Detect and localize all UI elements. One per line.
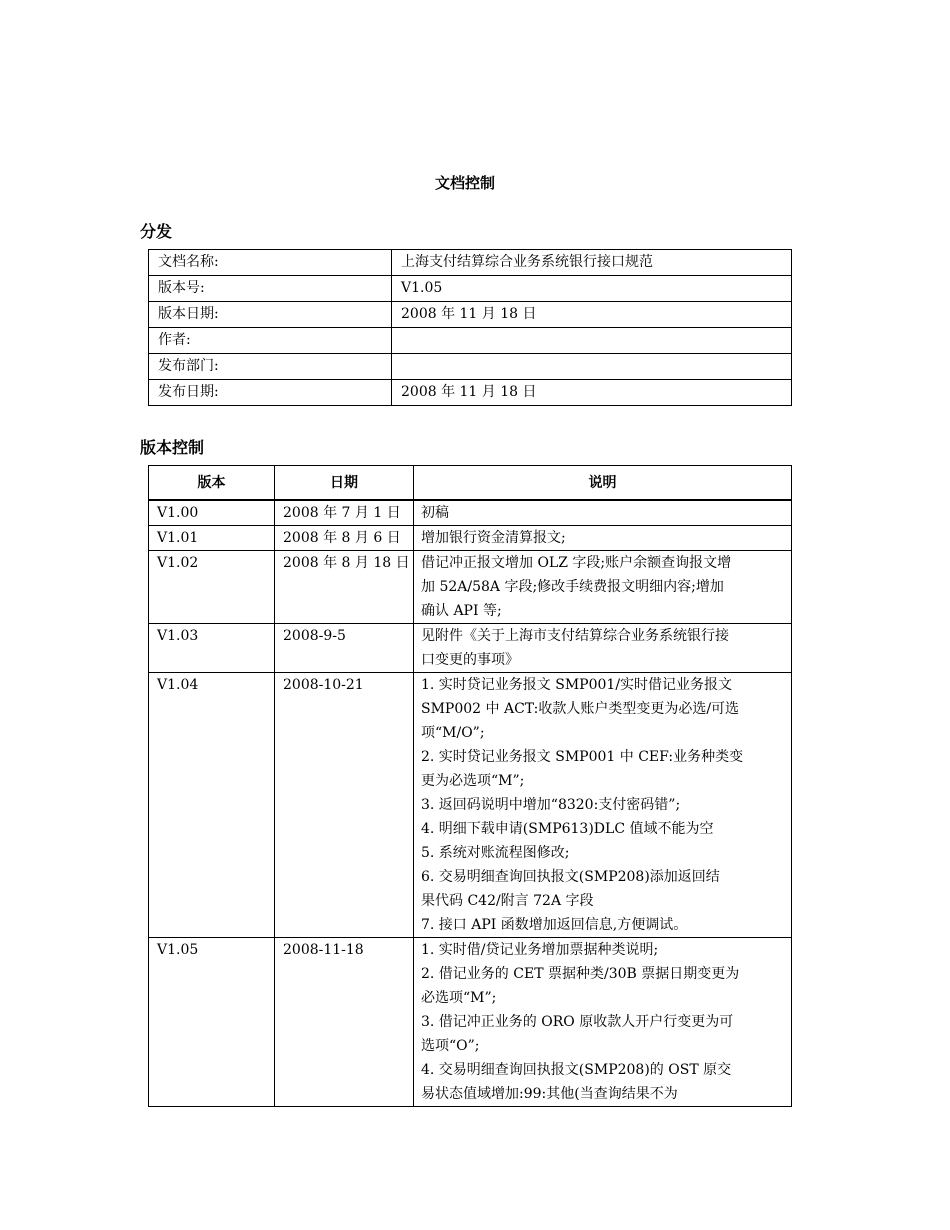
- table-row: [149, 551, 792, 624]
- description-line: 增加银行资金清算报文;: [421, 530, 566, 546]
- version-cell: V1.03: [149, 624, 275, 673]
- table-row: [149, 328, 792, 354]
- dist-value: [392, 354, 792, 380]
- date-cell: 2008 年 8 月 6 日: [275, 526, 414, 551]
- description-line: 确认 API 等;: [421, 603, 502, 619]
- version-cell: V1.01: [149, 526, 275, 551]
- column-header-version: 版本: [149, 466, 275, 501]
- column-header-description: 说明: [414, 466, 792, 501]
- table-header-row: [149, 466, 792, 501]
- description-cell: [414, 500, 792, 526]
- description-line: 必选项“M”;: [421, 990, 497, 1006]
- description-line: 选项“O”;: [421, 1038, 480, 1054]
- description-line: 7. 接口 API 函数增加返回信息,方便调试。: [421, 917, 688, 933]
- dist-value: 2008 年 11 月 18 日: [392, 302, 792, 328]
- dist-value: V1.05: [392, 276, 792, 302]
- description-line: 6. 交易明细查询回执报文(SMP208)添加返回结: [421, 869, 720, 885]
- version-cell: V1.02: [149, 551, 275, 624]
- description-line: 借记冲正报文增加 OLZ 字段;账户余额查询报文增: [421, 555, 732, 571]
- table-row: [149, 354, 792, 380]
- description-cell: [414, 526, 792, 551]
- dist-value: 2008 年 11 月 18 日: [392, 380, 792, 406]
- distribution-heading: 分发: [140, 222, 173, 241]
- dist-label: 发布日期:: [149, 380, 392, 406]
- dist-label: 发布部门:: [149, 354, 392, 380]
- description-line: 3. 返回码说明中增加“8320:支付密码错”;: [421, 797, 681, 813]
- description-line: 果代码 C42/附言 72A 字段: [421, 893, 594, 909]
- description-line: 2. 借记业务的 CET 票据种类/30B 票据日期变更为: [421, 966, 740, 982]
- table-row: [149, 250, 792, 276]
- dist-value: 上海支付结算综合业务系统银行接口规范: [392, 250, 792, 276]
- table-row: [149, 500, 792, 526]
- table-row: [149, 276, 792, 302]
- version-cell: V1.05: [149, 938, 275, 1107]
- description-line: 1. 实时借/贷记业务增加票据种类说明;: [421, 942, 659, 958]
- description-line: 3. 借记冲正业务的 ORO 原收款人开户行变更为可: [421, 1014, 734, 1030]
- table-row: [149, 624, 792, 673]
- description-line: 2. 实时贷记业务报文 SMP001 中 CEF:业务种类变: [421, 749, 744, 765]
- version-cell: V1.00: [149, 500, 275, 526]
- description-cell: [414, 624, 792, 673]
- description-line: 初稿: [421, 505, 449, 521]
- version-control-table: [148, 465, 792, 1107]
- description-cell: [414, 938, 792, 1107]
- description-line: 加 52A/58A 字段;修改手续费报文明细内容;增加: [421, 579, 724, 595]
- table-row: [149, 673, 792, 938]
- description-line: 口变更的事项》: [421, 652, 519, 668]
- page-title: 文档控制: [434, 174, 495, 192]
- dist-label: 版本日期:: [149, 302, 392, 328]
- description-line: 4. 交易明细查询回执报文(SMP208)的 OST 原交: [421, 1062, 732, 1078]
- date-cell: 2008 年 8 月 18 日: [275, 551, 414, 624]
- description-line: 易状态值域增加:99:其他(当查询结果不为: [421, 1086, 678, 1102]
- table-row: [149, 938, 792, 1107]
- description-line: 项“M/O”;: [421, 725, 485, 741]
- distribution-table: [148, 249, 792, 406]
- date-cell: 2008 年 7 月 1 日: [275, 500, 414, 526]
- description-line: 见附件《关于上海市支付结算综合业务系统银行接: [421, 628, 729, 644]
- table-row: [149, 302, 792, 328]
- description-line: 更为必选项“M”;: [421, 773, 525, 789]
- column-header-date: 日期: [275, 466, 414, 501]
- date-cell: 2008-9-5: [275, 624, 414, 673]
- table-row: [149, 380, 792, 406]
- description-line: 5. 系统对账流程图修改;: [421, 845, 570, 861]
- description-line: 4. 明细下载申请(SMP613)DLC 值域不能为空: [421, 821, 714, 837]
- dist-value: [392, 328, 792, 354]
- table-row: [149, 526, 792, 551]
- version-control-heading: 版本控制: [140, 438, 205, 457]
- version-cell: V1.04: [149, 673, 275, 938]
- dist-label: 版本号:: [149, 276, 392, 302]
- date-cell: 2008-11-18: [275, 938, 414, 1107]
- description-line: 1. 实时贷记业务报文 SMP001/实时借记业务报文: [421, 677, 733, 693]
- description-cell: [414, 673, 792, 938]
- description-line: SMP002 中 ACT:收款人账户类型变更为必选/可选: [421, 701, 740, 717]
- dist-label: 文档名称:: [149, 250, 392, 276]
- dist-label: 作者:: [149, 328, 392, 354]
- date-cell: 2008-10-21: [275, 673, 414, 938]
- description-cell: [414, 551, 792, 624]
